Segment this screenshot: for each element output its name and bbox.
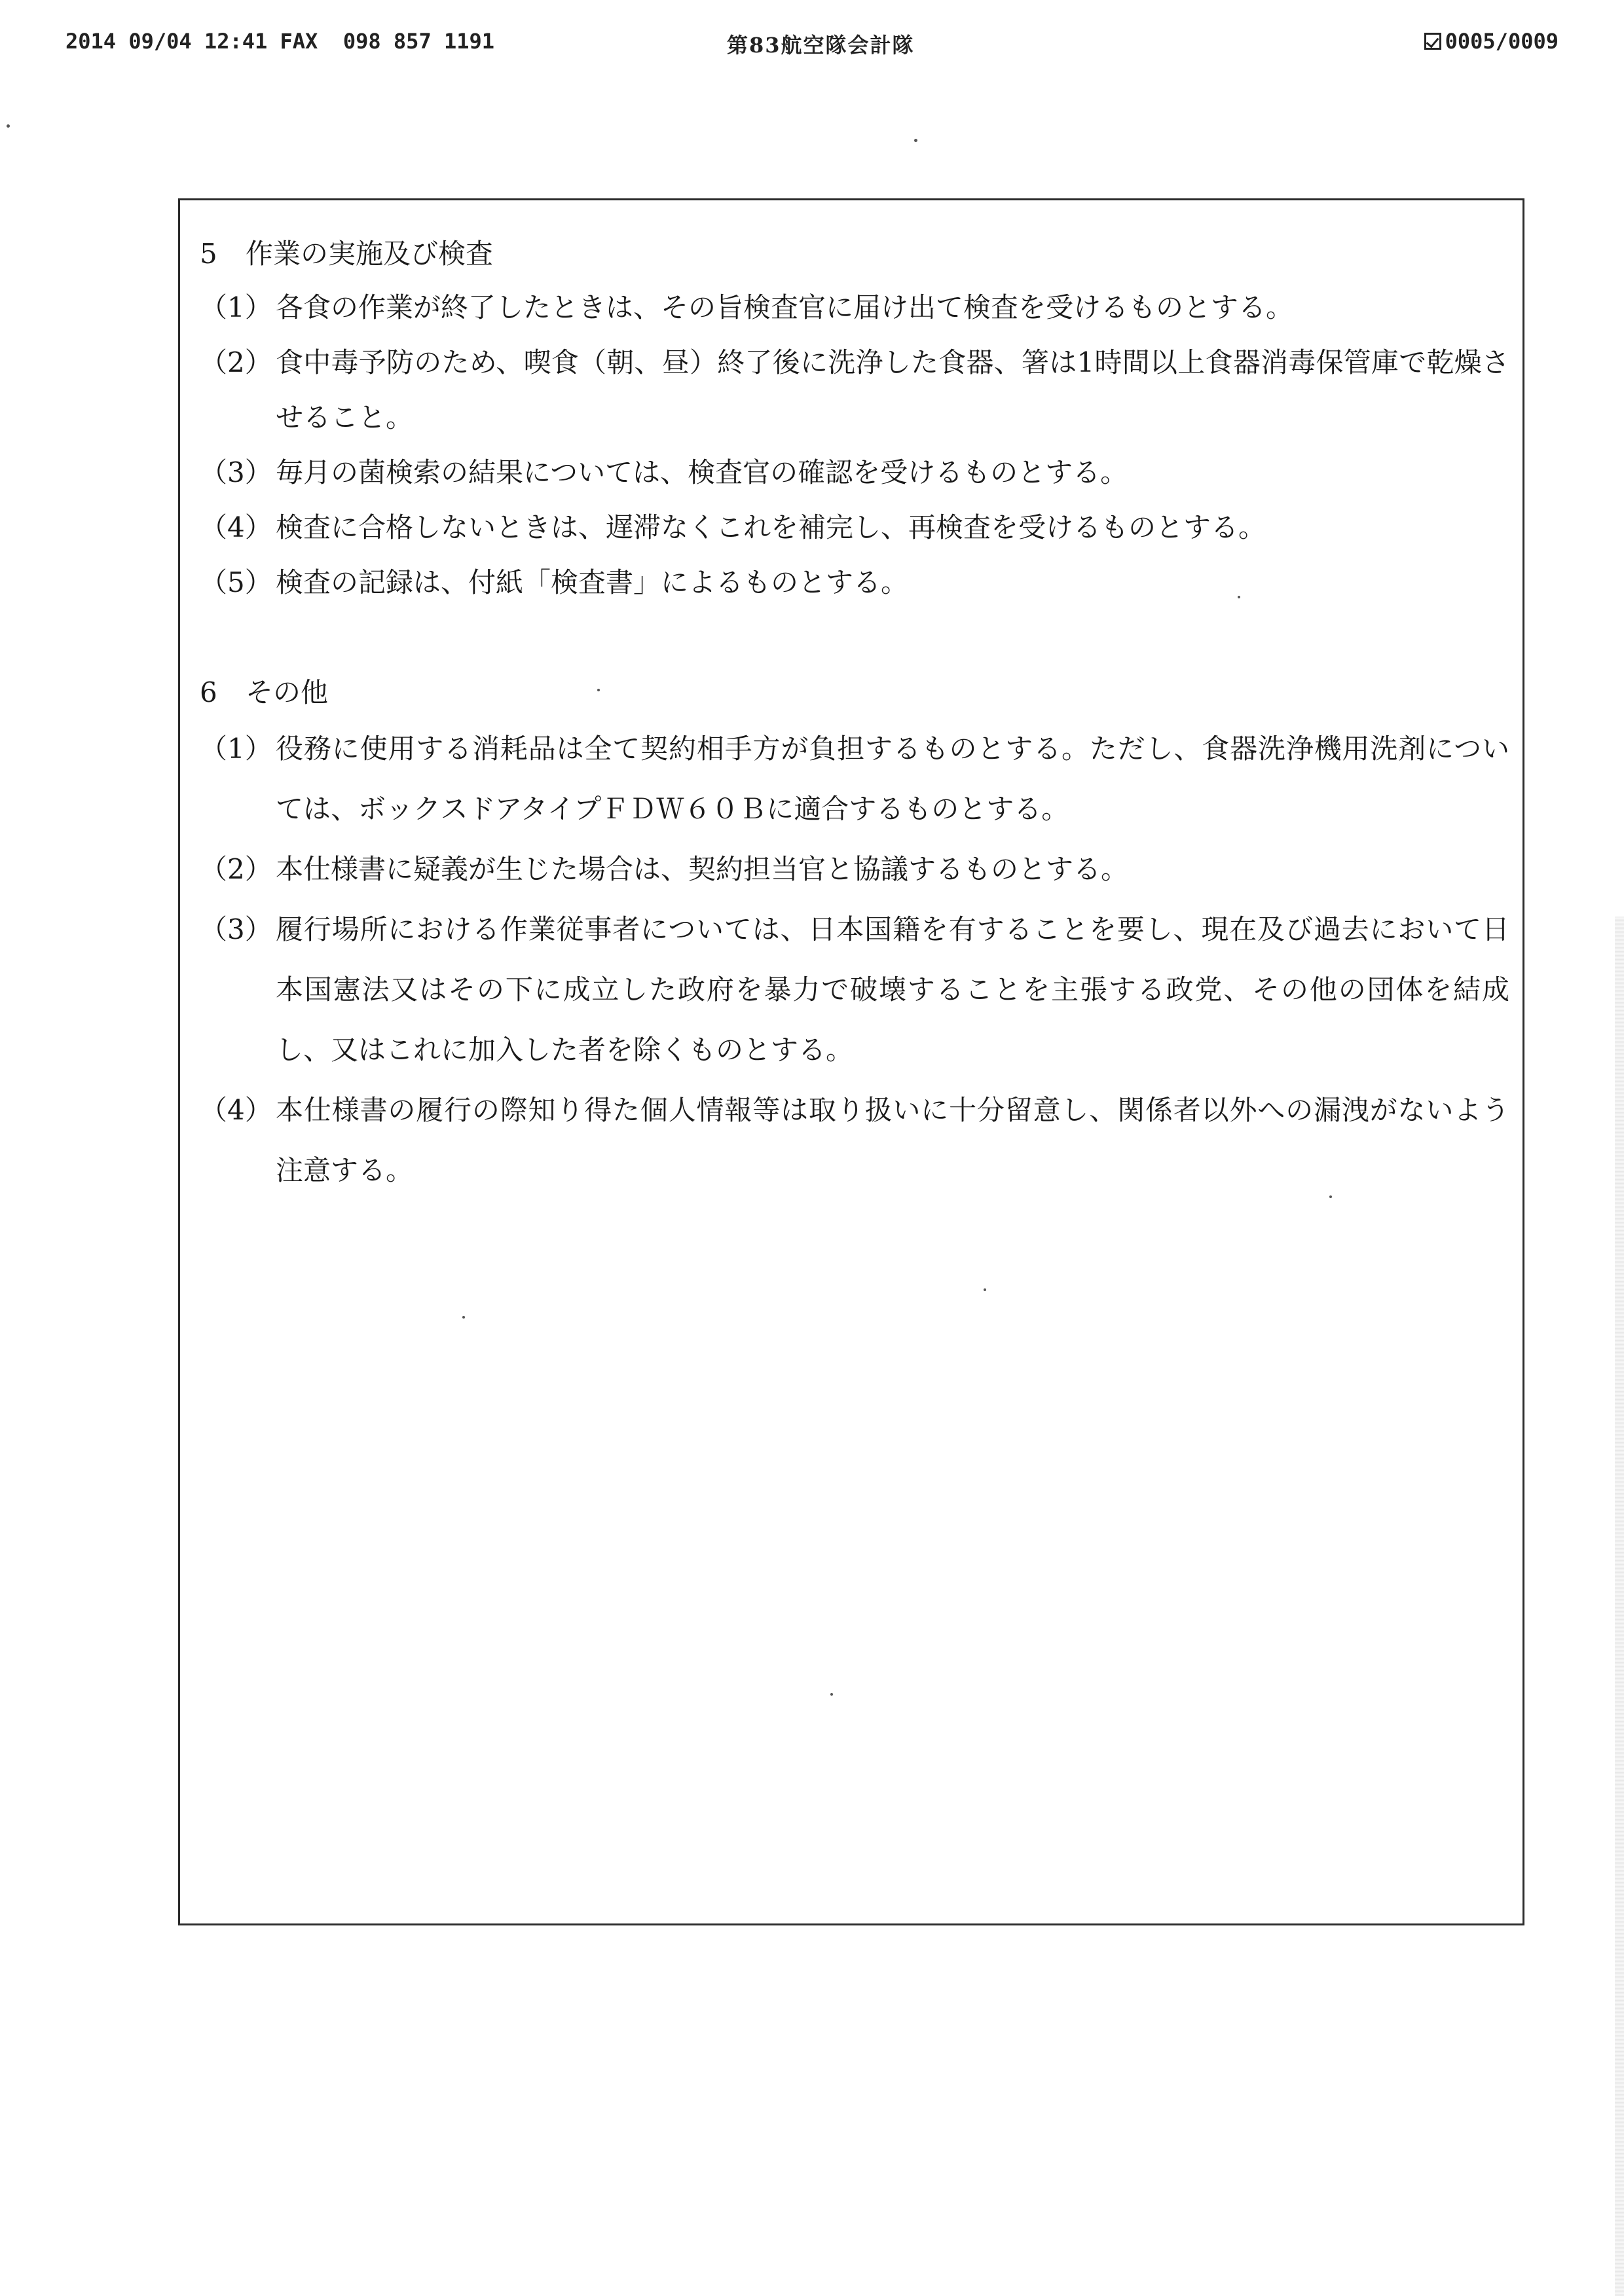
item-text: 検査に合格しないときは、遅滞なくこれを補完し、再検査を受けるものとする。 [276,511,1266,543]
item-text: 各食の作業が終了したときは、その旨検査官に届け出て検査を受けるものとする。 [276,291,1294,323]
list-item [200,719,1509,839]
section-number: 6 [200,676,217,708]
section-other [200,673,1509,1201]
scan-speck [7,124,10,128]
list-item [200,280,1509,335]
item-text: 毎月の菌検索の結果については、検査官の確認を受けるものとする。 [276,456,1128,488]
item-marker: （3） [200,913,272,945]
scan-speck [1238,596,1240,598]
item-text: 検査の記録は、付紙「検査書」によるものとする。 [276,566,909,598]
item-marker: （5） [200,566,272,598]
list-item [200,1080,1509,1201]
item-text: 役務に使用する消耗品は全て契約相手方が負担するものとする。ただし、食器洗浄機用洗剤については、ボックスドアタイプＦＤＷ６０Ｂに適合するものとする。 [276,733,1509,825]
list-item [200,500,1509,555]
section-heading [200,234,1509,274]
fax-page-number: 0005/0009 [1445,29,1559,54]
scan-speck [462,1316,465,1319]
list-item [200,555,1509,610]
item-marker: （4） [200,1094,272,1126]
fax-number: 098 857 1191 [342,29,495,54]
section-inspection [200,234,1509,610]
section-title: 作業の実施及び検査 [246,238,494,270]
list-item [200,335,1509,445]
scan-speck [597,689,600,691]
item-text: 本仕様書の履行の際知り得た個人情報等は取り扱いに十分留意し、関係者以外への漏洩がないよう注意する。 [276,1094,1509,1186]
specification-frame [178,198,1524,1925]
item-marker: （1） [200,291,272,323]
item-marker: （2） [200,853,272,885]
item-text: 食中毒予防のため、喫食（朝、昼）終了後に洗浄した食器、箸は1時間以上食器消毒保管庫で乾燥させること。 [276,346,1509,433]
list-item [200,445,1509,500]
item-text: 本仕様書に疑義が生じた場合は、契約担当官と協議するものとする。 [276,853,1129,885]
fax-sender: 第83航空隊会計隊 [727,33,915,58]
list-item [200,839,1509,900]
scan-speck [914,139,917,142]
item-marker: （4） [200,511,272,543]
section-number: 5 [200,238,217,270]
item-marker: （2） [200,346,272,378]
section-title: その他 [246,676,329,708]
scan-edge-artifact [1615,917,1624,2296]
fax-page-indicator [1424,29,1559,54]
checkbox-mark-icon [1424,33,1441,50]
item-marker: （3） [200,456,272,488]
fax-datetime: 2014 09/04 12:41 FAX [65,29,318,54]
fax-header [65,29,1559,75]
fax-datetime-number [65,29,494,54]
section-heading [200,673,1509,712]
scan-speck [1329,1195,1332,1198]
scan-speck [984,1288,986,1291]
item-marker: （1） [200,733,272,765]
list-item [200,900,1509,1080]
item-text: 履行場所における作業従事者については、日本国籍を有することを要し、現在及び過去において日本国憲法又はその下に成立した政府を暴力で破壊することを主張する政党、その他の団体を結成し、又はこれに加入した者を除くものとする。 [276,913,1509,1066]
scan-speck [830,1693,833,1696]
